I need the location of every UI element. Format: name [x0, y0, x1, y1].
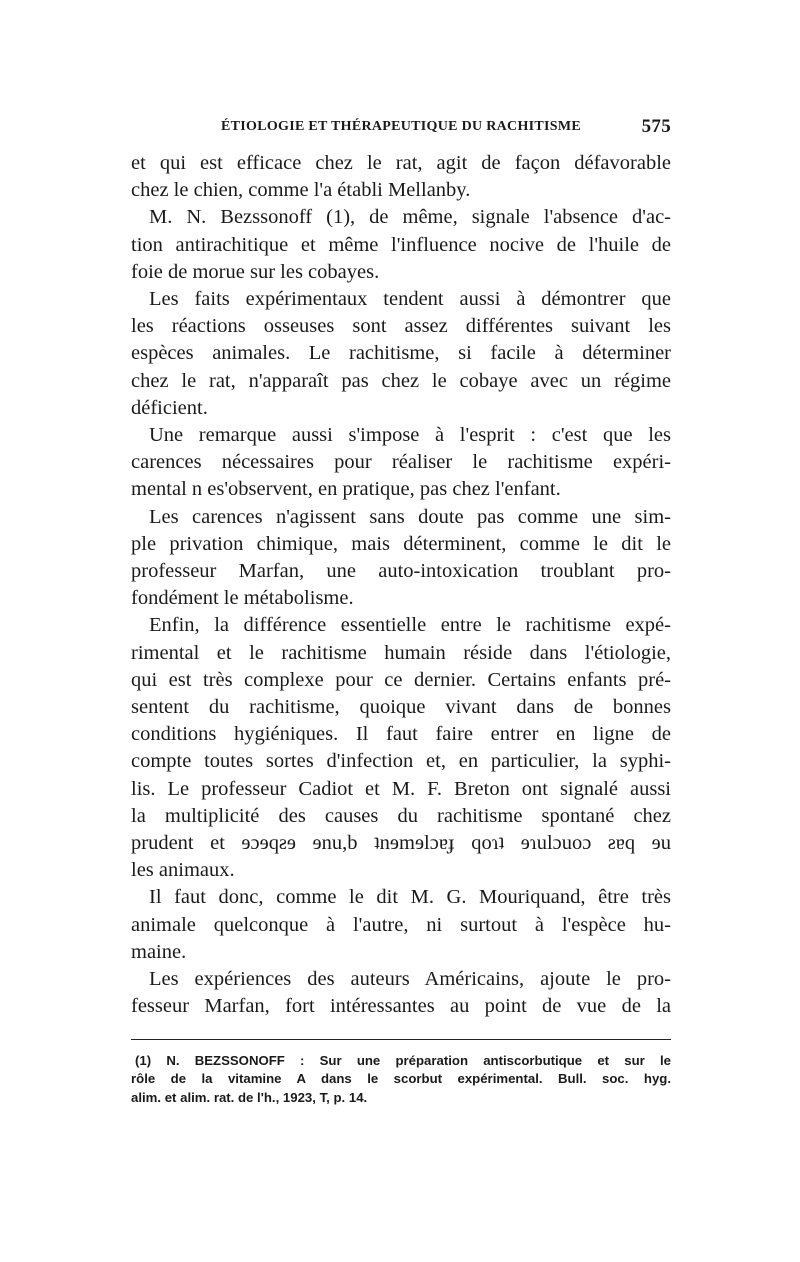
body-line: compte toutes sortes d'infection et, en particulier, la syphi-	[131, 750, 671, 773]
body-line: la multiplicité des causes du rachitisme spontané chez	[131, 804, 671, 827]
body-line: M. N. Bezssonoff (1), de même, signale l'absence d'ac-	[149, 206, 671, 229]
body-line: animale quelconque à l'autre, ni surtout à l'espèce hu-	[131, 913, 671, 936]
body-line: déficient.	[131, 396, 208, 419]
body-line: maine.	[131, 940, 187, 963]
body-line: les réactions osseuses sont assez différentes suivant les	[131, 315, 671, 338]
page-number: 575	[641, 116, 671, 137]
body-line: ple privation chimique, mais déterminent, comme le dit le	[131, 532, 671, 555]
body-line: Une remarque aussi s'impose à l'esprit : c'est que les	[149, 424, 671, 447]
body-line: Les carences n'agissent sans doute pas comme une sim-	[149, 505, 671, 528]
body-line: fondément le métabolisme.	[131, 587, 354, 610]
footnotes	[131, 1052, 671, 1108]
body-line: lis. Le professeur Cadiot et M. F. Breton ont signalé aussi	[131, 777, 671, 800]
body-line: et qui est efficace chez le rat, agit de façon défavorable	[131, 152, 671, 174]
body-line: Enfin, la différence essentielle entre le rachitisme expé-	[149, 614, 671, 637]
body-line: chez le chien, comme l'a établi Mellanby.	[131, 179, 471, 202]
body-line: foie de morue sur les cobayes.	[131, 260, 380, 283]
body-line: rimental et le rachitisme humain réside dans l'étiologie,	[131, 641, 671, 664]
body-text	[131, 150, 671, 1021]
body-line: fesseur Marfan, fort intéressantes au point de vue de la	[131, 995, 671, 1018]
body-line: sentent du rachitisme, quoique vivant dans de bonnes	[131, 696, 671, 719]
footnote-line: rôle de la vitamine A dans le scorbut expérimental. Bull. soc. hyg.	[131, 1071, 671, 1086]
body-line: Les faits expérimentaux tendent aussi à démontrer que	[149, 288, 671, 311]
body-line: carences nécessaires pour réaliser le rachitisme expéri-	[131, 451, 671, 474]
body-line: Il faut donc, comme le dit M. G. Mouriquand, être très	[149, 886, 671, 909]
body-line: prudent et ɘɔɘqƨɘ ɘnu,b ʇnɘmɘlɔɐɟ qoɿʇ ɘɿulɔuoɔ ƨɐq ɘu	[131, 832, 671, 855]
body-line: les animaux.	[131, 859, 235, 882]
running-title: ÉTIOLOGIE ET THÉRAPEUTIQUE DU RACHITISME	[221, 119, 582, 134]
body-line: Les expériences des auteurs Américains, ajoute le pro-	[149, 968, 671, 991]
body-line: qui est très complexe pour ce dernier. Certains enfants pré-	[131, 668, 671, 691]
footnote-divider	[131, 1039, 671, 1040]
body-line: mental n es'observent, en pratique, pas chez l'enfant.	[131, 478, 561, 501]
body-line: chez le rat, n'apparaît pas chez le cobaye avec un régime	[131, 369, 671, 392]
footnote-line: (1) N. BEZSSONOFF : Sur une préparation antiscorbutique et sur le	[135, 1052, 671, 1068]
body-line: conditions hygiéniques. Il faut faire entrer en ligne de	[131, 723, 671, 746]
body-line: tion antirachitique et même l'influence nocive de l'huile de	[131, 233, 671, 256]
body-line: professeur Marfan, une auto-intoxication troublant pro-	[131, 560, 671, 583]
running-head	[131, 114, 671, 140]
body-line: espèces animales. Le rachitisme, si facile à déterminer	[131, 342, 671, 365]
book-page	[131, 114, 671, 1107]
footnote-line: alim. et alim. rat. de l'h., 1923, T, p. 14.	[131, 1089, 368, 1105]
